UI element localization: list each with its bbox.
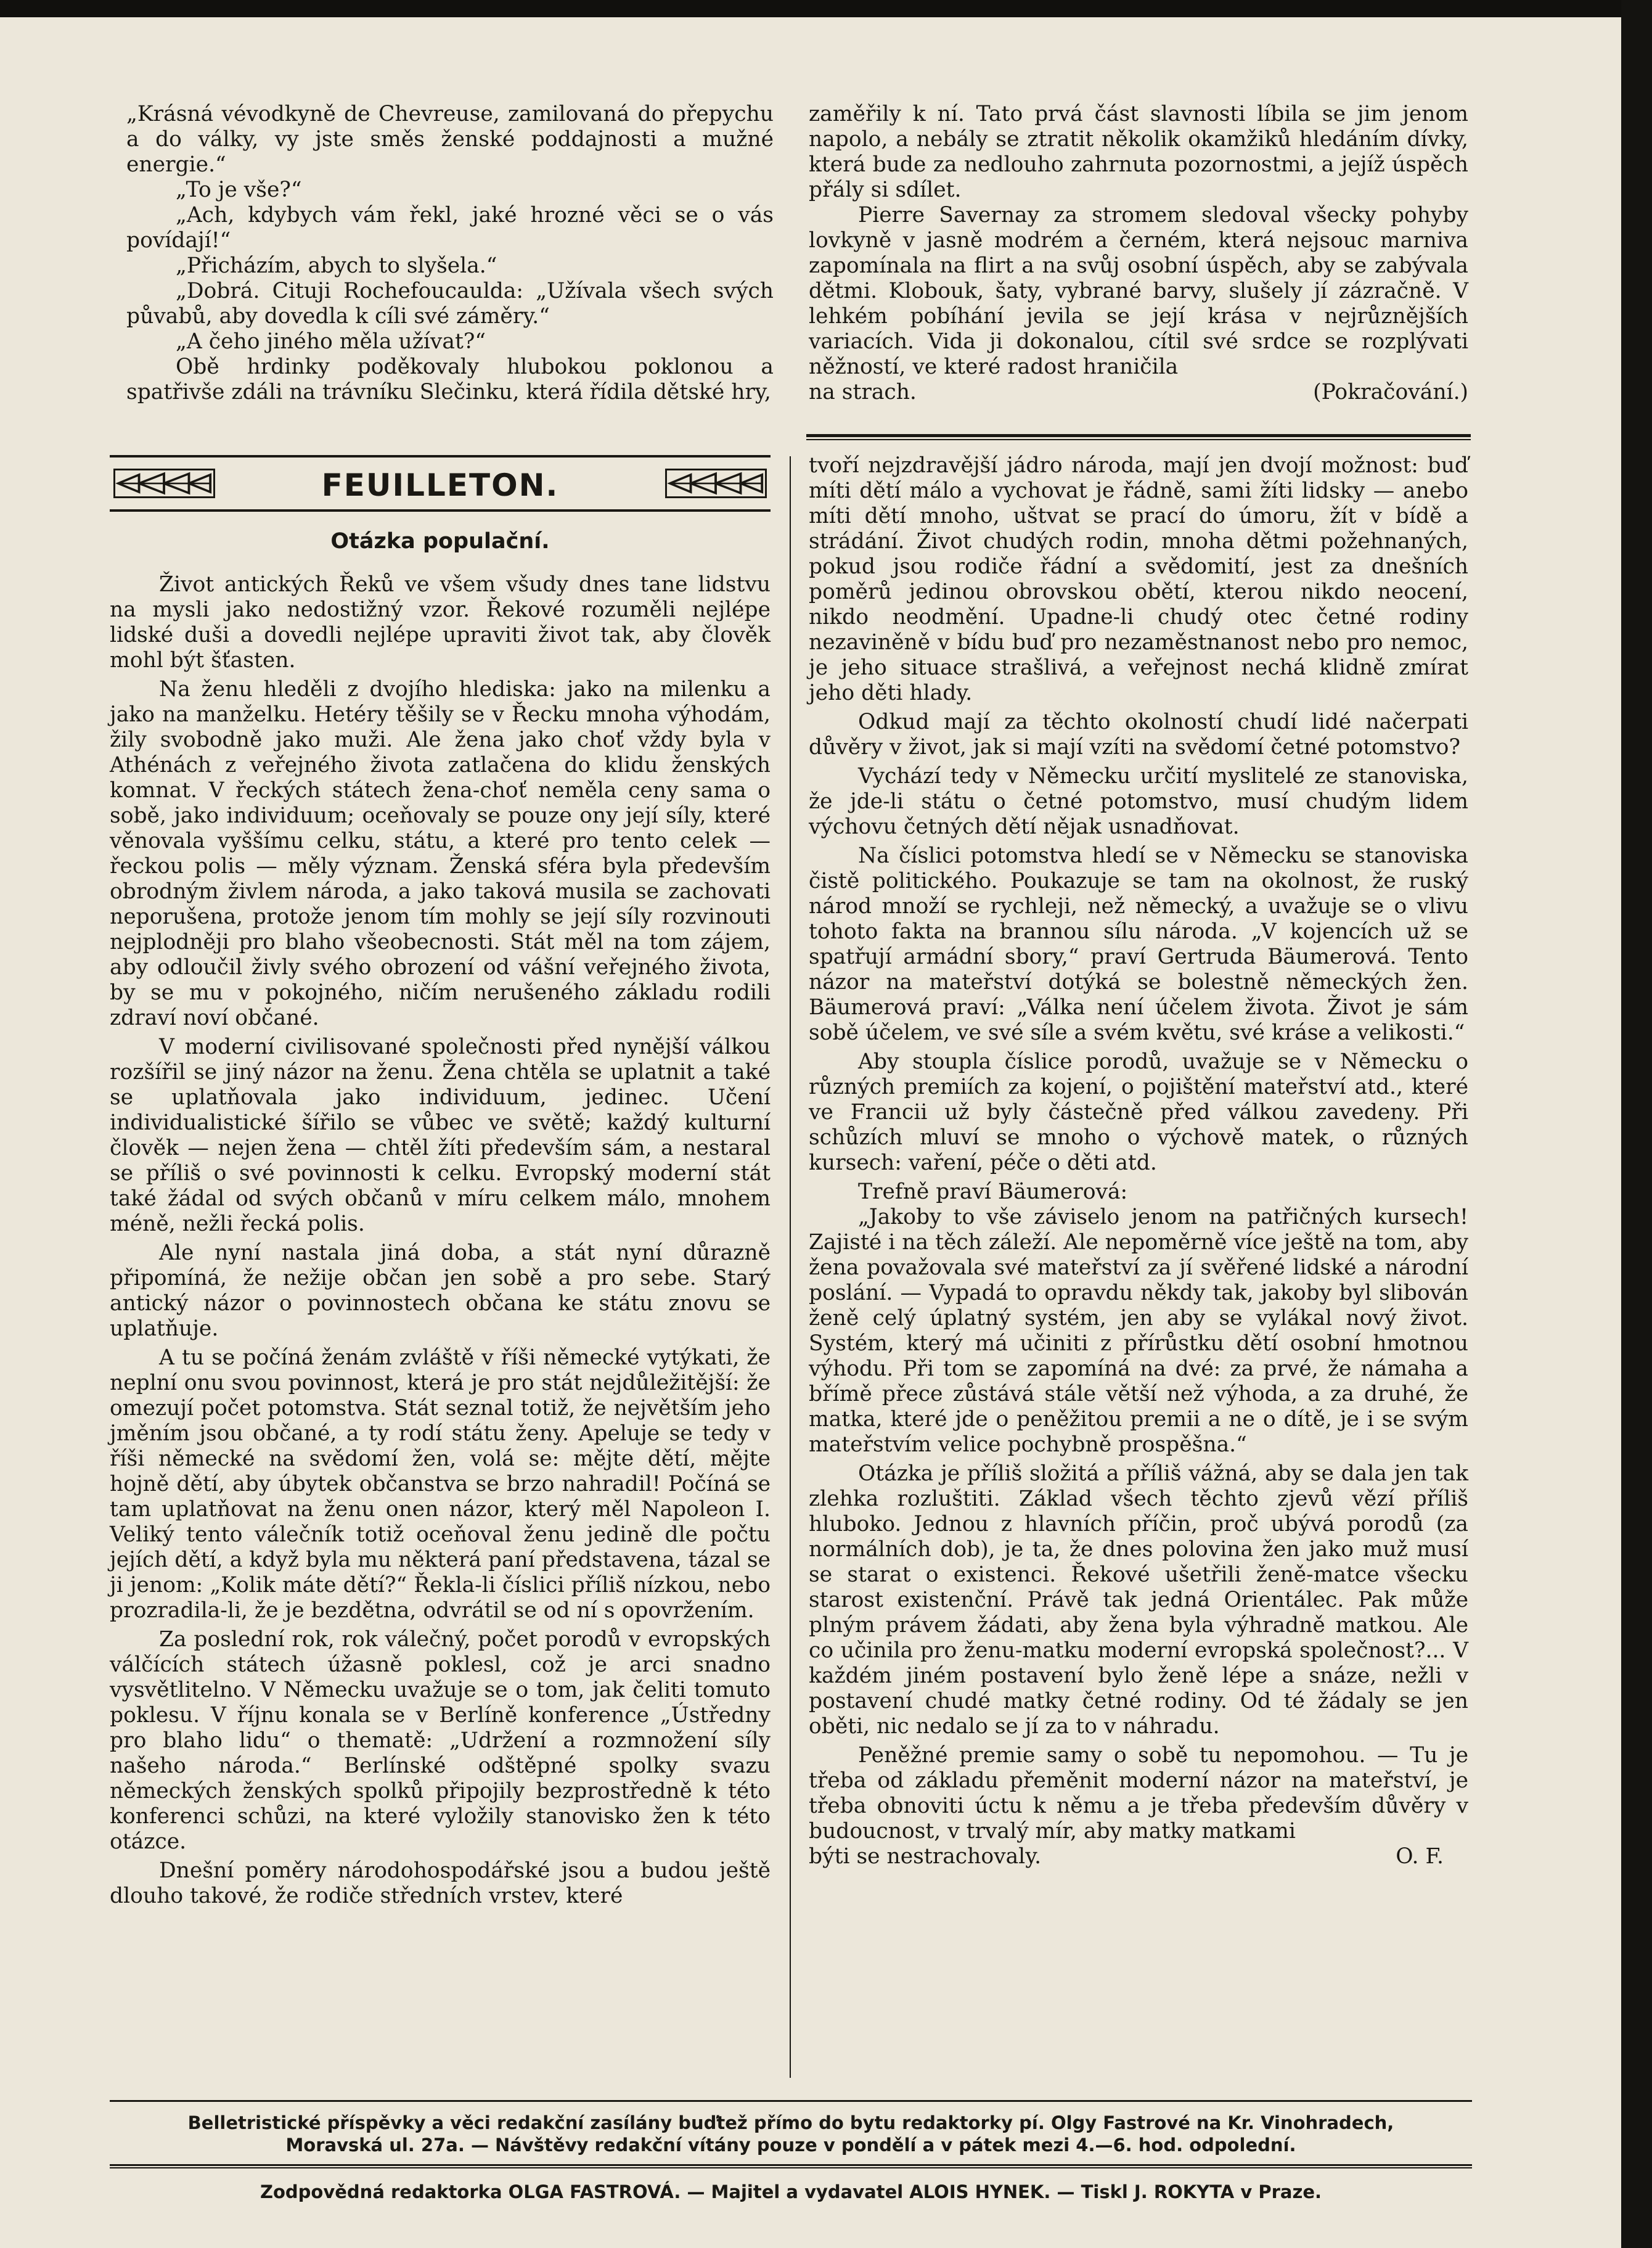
novel-paragraph: „A čeho jiného měla užívat?“ [176,329,486,354]
article-paragraph: Odkud mají za těchto okolností chudí lidé načerpati důvěry v život, jak si mají vzíti na svědomí četné potomstvo? [809,710,1468,760]
article-paragraph: Otázka je příliš složitá a příliš vážná, aby se dala jen tak zlehka rozluštiti. Základ všech těchto zjevů vězí příliš hluboko. Jednou z hlavních příčin, proč ubývá porodů (za normálních dob), je ta, že dnes polovina žen jako muž musí se starat o existenci. Řekové ušetřili ženě-matce všecku starost existenční. Právě tak jedná Orientálec. Pak může plným právem žádati, aby žena byla výhradně matkou. Ale co učinila pro ženu-matku moderní evropská společnost?... V každém jiném postavení bylo ženě lépe a snáze, nežli v postavení chudé matky četné rodiny. Od té žádaly se jen oběti, nic nedalo se jí za to v náhradu. [809,1461,1468,1739]
signature-line [809,1844,1468,1869]
article-paragraph: Vychází tedy v Německu určití myslitelé ze stanoviska, že jde-li státu o četné potomstvo, musí chudým lidem výchovu četných dětí nějak usnadňovat. [809,764,1468,839]
article-left-column [110,572,771,1909]
article-paragraph: Za poslední rok, rok válečný, počet porodů v evropských válčících státech úžasně poklesl, což je arci snadno vysvětlitelno. V Německu uvažuje se o tom, jak čeliti tomuto poklesu. V říjnu konala se v Berlíně konference „Ústředny pro blaho lidu“ o thematě: „Udržení a rozmnožení síly našeho národa.“ Berlínské odštěpné spolky svazu německých ženských spolků připojily bezprostředně k této konferenci schůzi, na které vyložily stanovisko žen k této otázce. [110,1627,771,1854]
article-paragraph: V moderní civilisované společnosti před nynější válkou rozšířil se jiný názor na ženu. Žena chtěla se uplatnit a také se uplatňovala jako individuum, jedinec. Učení individualistické šířilo se vůbec ve světě; každý kulturní člověk — nejen žena — chtěl žíti především sám, a nestaral se příliš o své povinnosti k celku. Evropský moderní stát také žádal od svých občanů v míru celkem málo, mnohem méně, nežli řecká polis. [110,1035,771,1236]
footer-rule [110,2167,1472,2168]
novel-paragraph: Obě hrdinky poděkovaly hlubokou poklonou a spatřivše zdáli na trávníku Slečinku, která řídila dětské hry, [126,355,774,404]
article-right-column [809,453,1468,1869]
novel-paragraph: „Ach, kdybych vám řekl, jaké hrozné věci se o vás povídají!“ [126,203,774,253]
article-paragraph: Trefně praví Bäumerová: [858,1179,1128,1204]
scan-top-edge [0,0,1621,17]
article-paragraph: Na číslici potomstva hledí se v Německu se stanoviska čistě politického. Poukazuje se tam na okolnost, že ruský národ množí se rychleji, než německý, a uvažuje se o vlivu tohoto fakta na brannou sílu národa. „V kojencích už se spatřují armádní sbory,“ praví Gertruda Bäumerová. Tento názor na mateřství dotýká se bolestně německých žen. Bäumerová praví: „Válka není účelem života. Život je sám sobě účelem, ve své síle a svém květu, své kráse a velikosti.“ [809,843,1468,1045]
article-paragraph: Peněžné premie samy o sobě tu nepomohou. — Tu je třeba od základu přeměnit moderní názor na mateřství, je třeba obnoviti úctu k němu a je třeba především důvěry v budoucnost, v trvalý mír, aby matky matkami [809,1743,1468,1844]
footer-imprint: Zodpovědná redaktorka OLGA FASTROVÁ. — Majitel a vydavatel ALOIS HYNEK. — Tiskl J. ROKYTA v Praze. [260,2181,1322,2202]
ornament-right-icon [665,469,767,498]
novel-paragraph: „To je vše?“ [176,178,302,202]
feuilleton-title: FEUILLETON. [321,467,559,503]
novel-left-column [126,102,774,405]
novel-paragraph: zaměřily k ní. Tato prvá část slavnosti líbila se jim jenom napolo, a nebály se ztratit několik okamžiků hledáním dívky, která bude za nedlouho zahrnuta pozornostmi, a jejíž úspěch přály si sdílet. [809,102,1468,202]
article-paragraph: Aby stoupla číslice porodů, uvažuje se v Německu o různých premiích za kojení, o pojištění mateřství atd., které ve Francii už byly částečně před válkou zavedeny. Při schůzích mluví se mnoho o výchově matek, o různých kursech: vaření, péče o děti atd. [809,1049,1468,1175]
feuilleton-header [110,455,771,512]
novel-paragraph: „Přicházím, abych to slyšela.“ [176,253,497,278]
article-paragraph: Na ženu hleděli z dvojího hlediska: jako na milenku a jako na manželku. Hetéry těšily se v Řecku mnoha výhodám, žily svobodně jako muži. Ale žena jako choť vždy byla v Athénách z veřejného života zatlačena do klidu ženských komnat. V řeckých státech žena-choť neměla ceny sama o sobě, jako individuum; oceňovaly se pouze ony její síly, které věnovala vyššímu celku, státu, a které pro tento celek — řeckou polis — měly význam. Ženská sféra byla především obrodným živlem národa, a jako taková musila se zachovati neporušena, protože jenom tím mohly se její síly rozvinouti nejplodněji pro blaho všeobecnosti. Stát měl na tom zájem, aby odloučil živly svého obrození od vášní veřejného života, by se mu v pokojného, ničím nerušeného základu rodili zdraví noví občané. [110,677,771,1030]
novel-paragraph: „Dobrá. Cituji Rochefoucaulda: „Užívala všech svých půvabů, aby dovedla k cíli své záměry.“ [126,279,774,329]
section-rule [806,439,1471,440]
footer-rule [110,2164,1472,2166]
article-paragraph: tvoří nejzdravější jádro národa, mají jen dvojí možnost: buď míti dětí málo a vychovat je řádně, sami žíti lidsky — anebo míti dětí mnoho, uštvat se prací do úmoru, žít v bídě a strádání. Život chudých rodin, mnoha dětmi požehnaných, pokud jsou rodiče řádní a svědomití, jest za dnešních poměrů jedinou obrovskou obětí, kterou nikdo neocení, nikdo neodmění. Upadne-li chudý otec četné rodiny nezaviněně v bídu buď pro nezaměstnanost nebo pro nemoc, je jeho situace strašlivá, a veřejnost nechá klidně zmírat jeho děti hlady. [809,453,1468,705]
column-divider [790,456,791,2078]
novel-last-line: na strach. [809,380,917,404]
footer-notice: Belletristické příspěvky a věci redakční zasílány buďtež přímo do bytu redaktorky pí. Olgy Fastrové na Kr. Vinohradech, [187,2112,1394,2133]
article-paragraph: Život antických Řeků ve všem všudy dnes tane lidstvu na mysli jako nedostižný vzor. Řekové rozuměli nejlépe lidské duši a dovedli nejlépe upraviti život tak, aby člověk mohl být šťasten. [110,572,771,673]
article-last-line: býti se nestrachovaly. [809,1844,1042,1869]
novel-paragraph: „Krásná vévodkyně de Chevreuse, zamilovaná do přepychu a do války, vy jste směs ženské poddajnosti a mužné energie.“ [126,102,774,177]
article-paragraph: Ale nyní nastala jiná doba, a stát nyní důrazně připomíná, že nežije občan jen sobě a pro sebe. Starý antický názor o povinnostech občana ke státu znovu se uplatňuje. [110,1241,771,1341]
footer-notice: Moravská ul. 27a. — Návštěvy redakční vítány pouze v pondělí a v pátek mezi 4.—6. hod. odpolední. [285,2135,1296,2156]
article-paragraph: A tu se počíná ženám zvláště v říši německé vytýkati, že neplní onu svou povinnost, která je pro stát nejdůležitější: že omezují počet potomstva. Stát seznal totiž, že největším jeho jměním jsou občané, a ty rodí státu ženy. Apeluje se tedy v říši německé na svědomí žen, volá se: mějte dětí, mějte hojně dětí, aby úbytek občanstva se brzo nahradil! Počíná se tam uplatňovat na ženu onen názor, který měl Napoleon I. Veliký tento válečník totiž oceňoval ženu jedině dle počtu jejích dětí, a když byla mu některá paní představena, tázal se ji jenom: „Kolik máte dětí?“ Řekla-li číslici příliš nízkou, nebo prozradila-li, že je bezdětna, odvrátil se od ní s opovržením. [110,1345,771,1623]
continuation-line [809,380,1468,405]
article-title: Otázka populační. [330,529,550,554]
footer-rule [110,2100,1472,2102]
novel-paragraph: Pierre Savernay za stromem sledoval všecky pohyby lovkyně v jasně modrém a černém, která nejsouc marniva zapomínala na flirt a na svůj osobní úspěch, aby se zabývala dětmi. Klobouk, šaty, vybrané barvy, slušely jí zázračně. V lehkém pobíhání jevila se její krása v nejrůznějších variacích. Vida ji dokonalou, cítil své srdce se rozplývati něžností, ve které radost hraničila [809,203,1468,379]
scan-right-edge [1621,0,1652,2248]
author-signature: O. F. [1396,1844,1444,1869]
article-paragraph: „Jakoby to vše záviselo jenom na patřičných kursech! Zajisté i na těch záleží. Ale nepoměrně více ještě na tom, aby žena považovala své mateřství za jí svěřené lidské a národní poslání. — Vypadá to opravdu někdy tak, jakoby byl slibován ženě celý úplatný systém, jen aby se vylákal nový život. Systém, který má učiniti z přírůstku dětí osobní hmotnou výhodu. Při tom se zapomíná na dvé: za prvé, že námaha a břímě přece zůstává stále větší než výhoda, a za druhé, že matka, které jde o peněžitou premii a ne o dítě, je i se svým mateřstvím velice pochybně prospěšna.“ [809,1205,1468,1457]
article-paragraph: Dnešní poměry národohospodářské jsou a budou ještě dlouho takové, že rodiče středních vrstev, které [110,1858,771,1908]
novel-right-column [809,102,1468,405]
section-rule [806,434,1471,437]
continuation-note: (Pokračování.) [1313,380,1468,404]
